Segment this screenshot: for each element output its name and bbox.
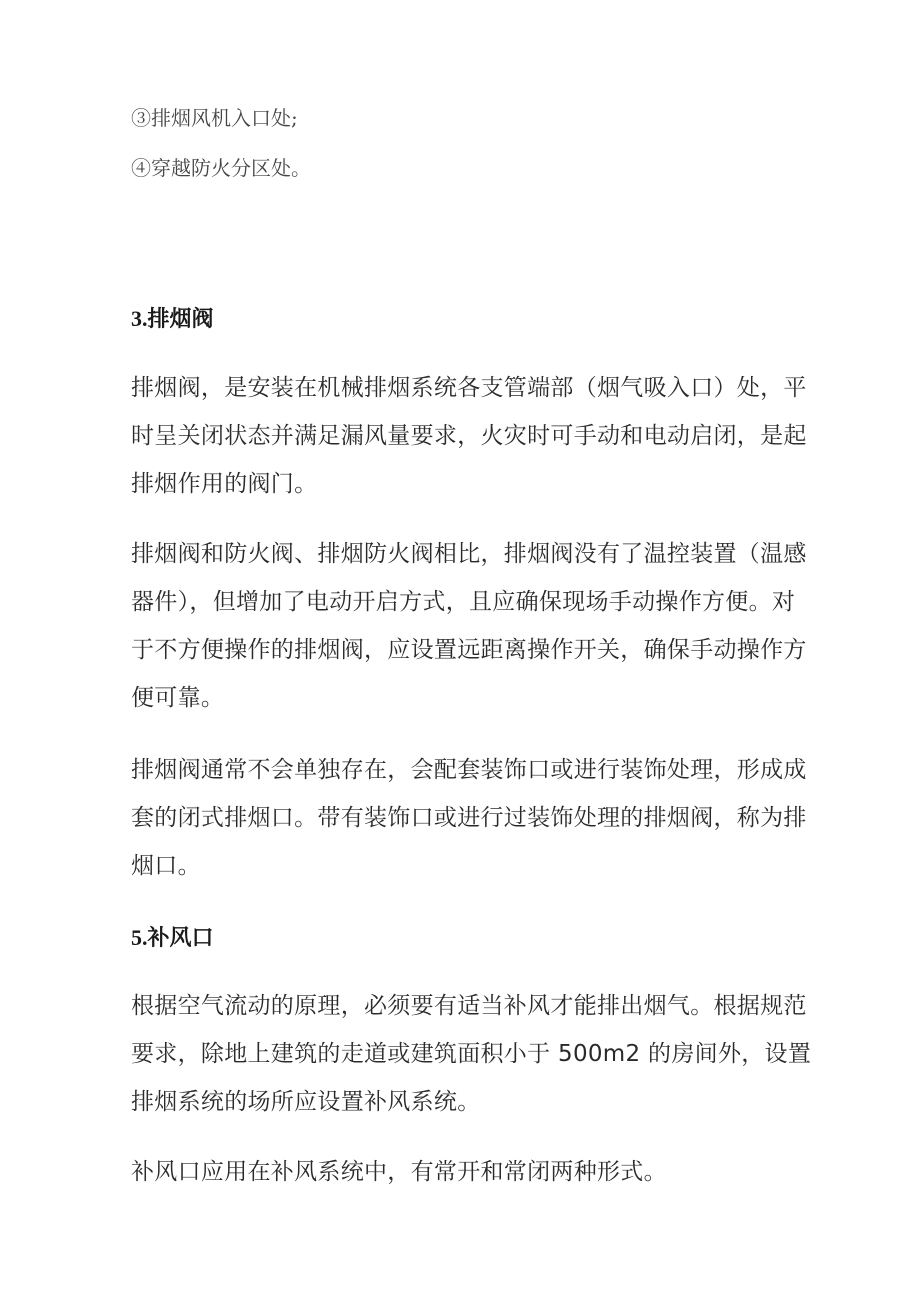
list-item-fire-zone-crossing: ④穿越防火分区处。 — [131, 156, 311, 180]
text-line: 根据空气流动的原理，必须要有适当补风才能排出烟气。根据规范 — [131, 993, 807, 1019]
text-line: 时呈关闭状态并满足漏风量要求，火灾时可手动和电动启闭，是起 — [131, 423, 807, 449]
text-line: 烟口。 — [131, 853, 201, 879]
text-line: 排烟作用的阀门。 — [131, 471, 318, 497]
paragraph-air-supply-types — [131, 1148, 811, 1196]
text-line: 排烟阀通常不会单独存在，会配套装饰口或进行装饰处理，形成成 — [131, 757, 807, 783]
text-line: 排烟系统的场所应设置补风系统。 — [131, 1089, 481, 1115]
paragraph-smoke-valve-definition — [131, 364, 811, 508]
paragraph-smoke-outlet — [131, 746, 811, 890]
list-item-exhaust-fan-inlet: ③排烟风机入口处; — [131, 106, 298, 130]
text-line: 于不方便操作的排烟阀，应设置远距离操作开关，确保手动操作方 — [131, 637, 807, 663]
paragraph-air-supply-principle — [131, 982, 811, 1126]
text-line: 器件），但增加了电动开启方式，且应确保现场手动操作方便。对 — [131, 589, 796, 615]
text-line: 补风口应用在补风系统中，有常开和常闭两种形式。 — [131, 1159, 667, 1185]
text-line: 便可靠。 — [131, 685, 225, 711]
text-line: 要求，除地上建筑的走道或建筑面积小于 500m2 的房间外，设置 — [131, 1041, 812, 1067]
section-heading-air-supply-inlet: 5.补风口 — [131, 925, 214, 950]
paragraph-smoke-valve-comparison — [131, 530, 811, 722]
text-line: 套的闭式排烟口。带有装饰口或进行过装饰处理的排烟阀，称为排 — [131, 805, 807, 831]
text-line: 排烟阀，是安装在机械排烟系统各支管端部（烟气吸入口）处，平 — [131, 375, 807, 401]
text-line: 排烟阀和防火阀、排烟防火阀相比，排烟阀没有了温控装置（温感 — [131, 541, 807, 567]
section-heading-smoke-valve: 3.排烟阀 — [131, 306, 214, 331]
